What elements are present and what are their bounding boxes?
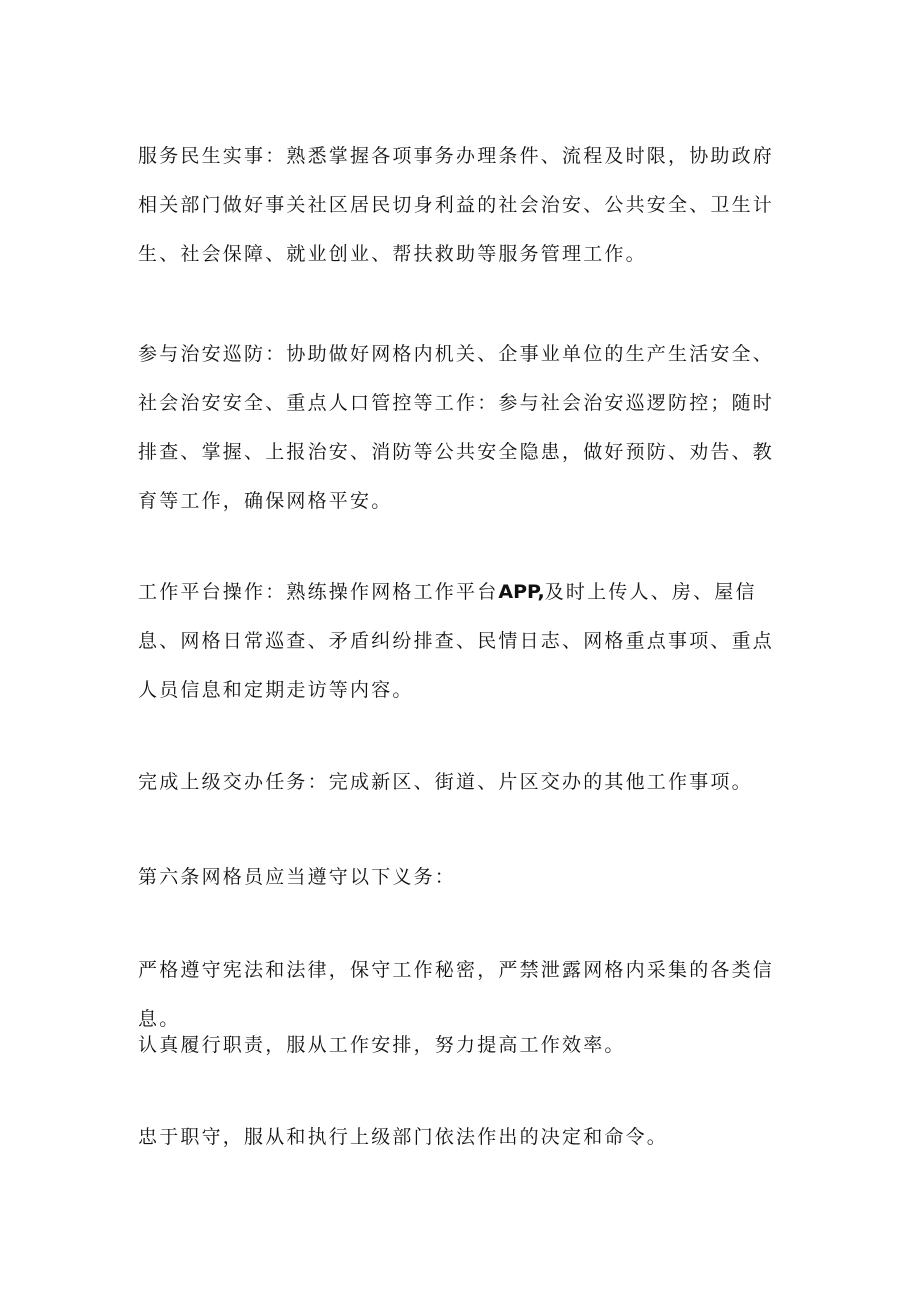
paragraph-obey-law: 严格遵守宪法和法律，保守工作秘密，严禁泄露网格内采集的各类信息。 [138, 959, 775, 1030]
paragraph-serve-livelihood: 服务民生实事：熟悉掌握各项事务办理条件、流程及时限，协助政府相关部门做好事关社区居民切身利益的社会治安、公共安全、卫生计生、社会保障、就业创业、帮扶救助等服务管理工作。 [138, 145, 775, 265]
paragraph-assigned-tasks: 完成上级交办任务：完成新区、街道、片区交办的其他工作事项。 [138, 771, 753, 793]
app-term: APP, [498, 581, 545, 603]
paragraph-loyalty: 忠于职守，服从和执行上级部门依法作出的决定和命令。 [138, 1126, 669, 1148]
paragraph-article-six-heading: 第六条网格员应当遵守以下义务： [138, 866, 457, 888]
platform-operation-text-end: 及时上传人、房、屋信息、网格日常巡查、矛盾纠纷排查、民情日志、网格重点事项、重点人员信息和定期走访等内容。 [138, 581, 775, 701]
paragraph-security-patrol: 参与治安巡防：协助做好网格内机关、企事业单位的生产生活安全、社会治安安全、重点人口管控等工作：参与社会治安巡逻防控；随时排查、掌握、上报治安、消防等公共安全隐患，做好预防、劝告、教育等工作，确保网格平安。 [138, 343, 775, 512]
platform-operation-text-start: 工作平台操作：熟练操作网格工作平台 [138, 581, 499, 603]
paragraph-perform-duties: 认真履行职责，服从工作安排，努力提高工作效率。 [138, 1034, 626, 1056]
paragraph-platform-operation [138, 568, 788, 715]
